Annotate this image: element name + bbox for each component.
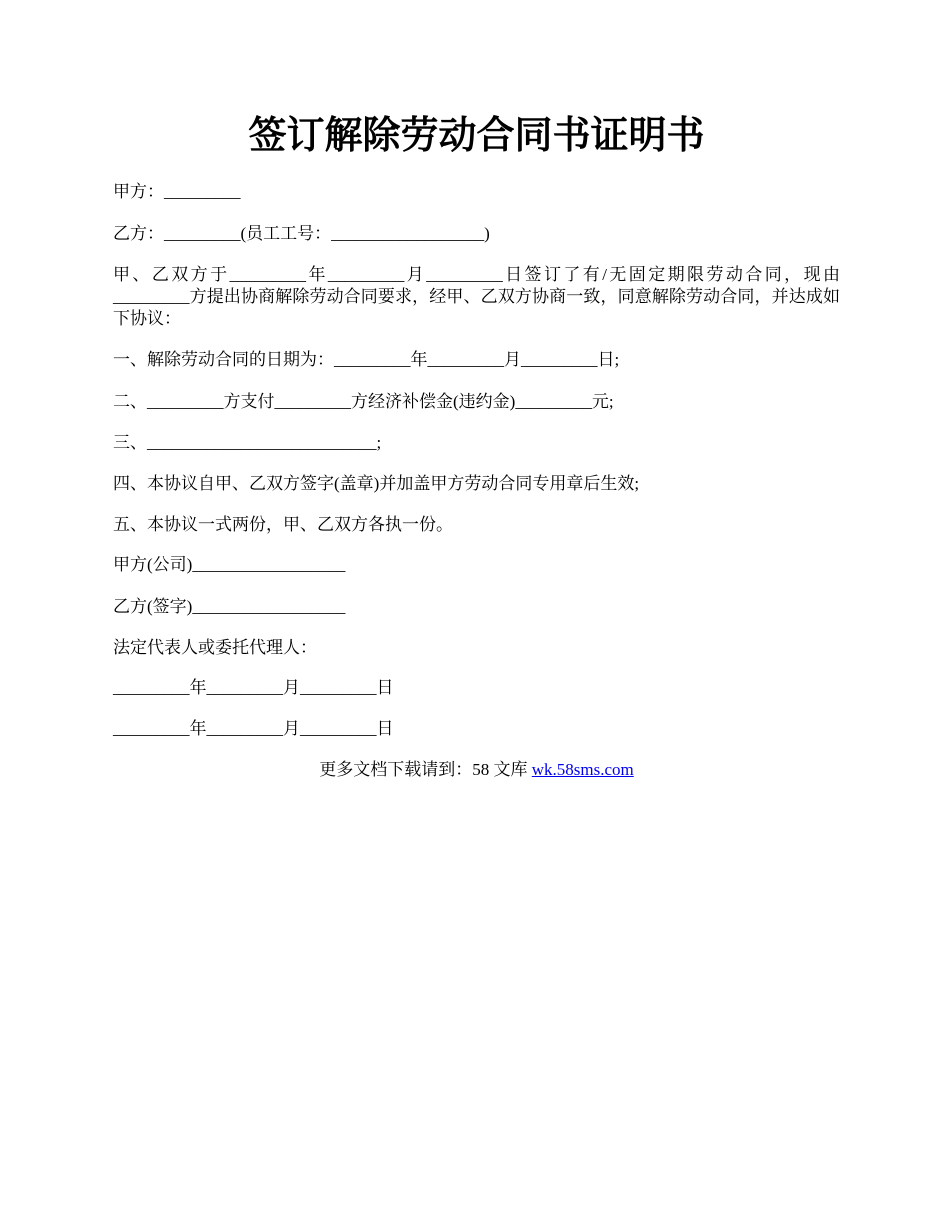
clause-1: 一、解除劳动合同的日期为：_________年_________月_________日; [113,350,620,369]
date-line-1: _________年_________月_________日 [113,678,394,697]
document-title: 签订解除劳动合同书证明书 [248,115,705,157]
intro-paragraph: 甲、乙双方于_________年_________月_________日签订了有/无固定期限劳动合同，现由_________方提出协商解除劳动合同要求，经甲、乙双方协商一致，同意解除劳动合同，并达成如下协议： [113,265,840,328]
party-b-line: 乙方：_________(员工工号：__________________) [113,224,490,243]
clause-4: 四、本协议自甲、乙双方签字(盖章)并加盖甲方劳动合同专用章后生效; [113,474,640,493]
clause-5: 五、本协议一式两份，甲、乙双方各执一份。 [113,515,453,534]
representative-line: 法定代表人或委托代理人： [113,638,317,657]
party-a-line: 甲方：_________ [113,182,241,201]
clause-3: 三、___________________________; [113,433,382,452]
signature-party-a: 甲方(公司)__________________ [113,555,346,574]
signature-party-b: 乙方(签字)__________________ [113,597,346,616]
footer-text: 更多文档下载请到：58 文库 [319,760,532,779]
clause-2: 二、_________方支付_________方经济补偿金(违约金)_________元; [113,392,614,411]
footer [113,759,840,781]
date-line-2: _________年_________月_________日 [113,719,394,738]
footer-link[interactable]: wk.58sms.com [531,760,634,779]
